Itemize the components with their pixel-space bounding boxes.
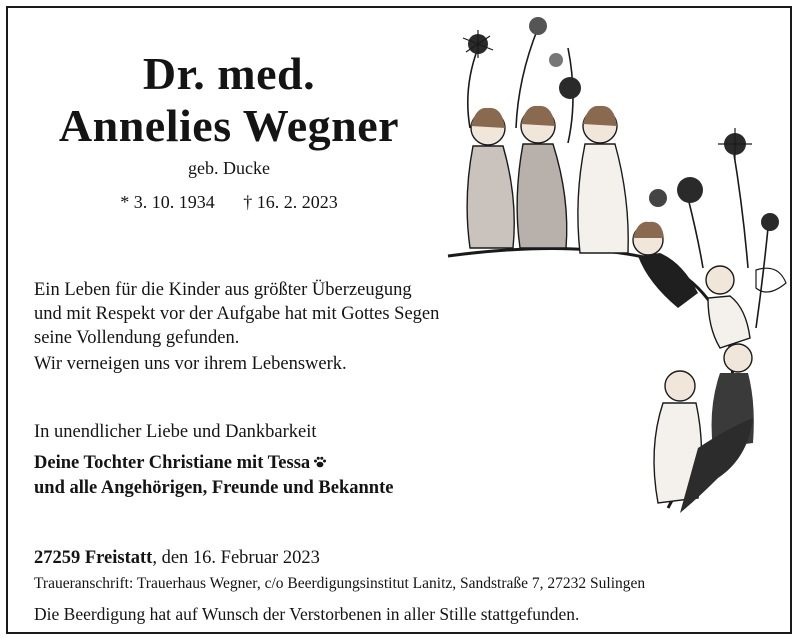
tribute-line: und mit Respekt vor der Aufgabe hat mit Gottes Segen (34, 304, 440, 324)
birth-name: geb. Ducke (188, 158, 270, 178)
deceased-name: Annelies Wegner (58, 100, 400, 151)
tribute-line: seine Vollendung gefunden. (34, 328, 240, 348)
mourner-line: Deine Tochter Christiane mit Tessa (34, 453, 311, 473)
mourners-intro: In unendlicher Liebe und Dankbarkeit (34, 422, 317, 442)
place: 27259 Freistatt (34, 548, 153, 568)
obituary-card (6, 6, 792, 634)
death-date: † 16. 2. 2023 (243, 192, 338, 212)
mourner-line: und alle Angehörigen, Freunde und Bekannte (34, 478, 394, 498)
birth-date: * 3. 10. 1934 (120, 192, 215, 212)
mourning-address: Traueranschrift: Trauerhaus Wegner, c/o Beerdigungsinstitut Lanitz, Sandstraße 7, 27232 Sulingen (34, 575, 646, 592)
date-text: , den 16. Februar 2023 (152, 548, 320, 568)
tribute-closing: Wir verneigen uns vor ihrem Lebenswerk. (34, 354, 347, 374)
tribute-line: Ein Leben für die Kinder aus größter Überzeugung (34, 280, 412, 300)
title-prefix: Dr. med. (142, 48, 316, 99)
burial-note: Die Beerdigung hat auf Wunsch der Verstorbenen in aller Stille stattgefunden. (34, 604, 580, 624)
children-flowers-illustration (8, 8, 792, 634)
